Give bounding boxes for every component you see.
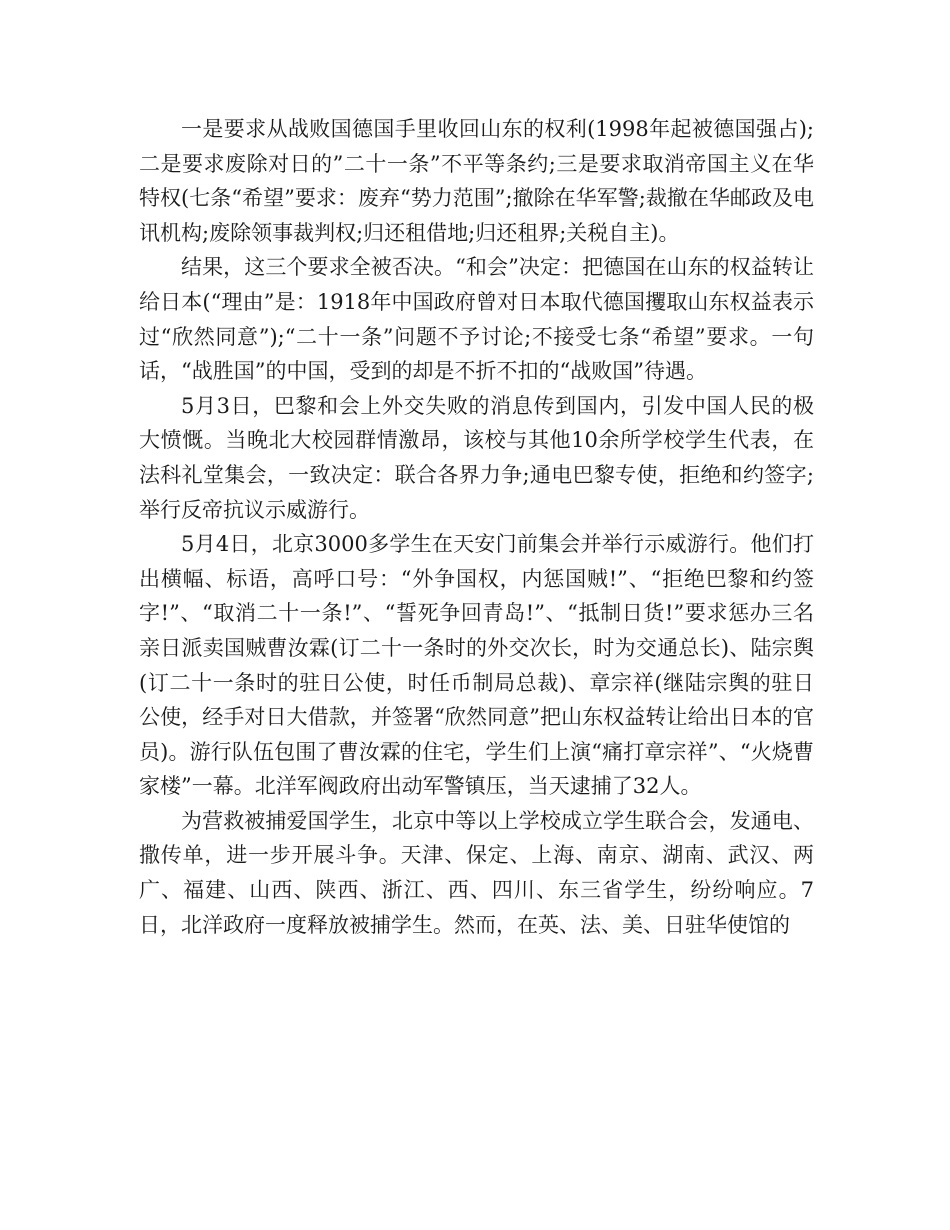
paragraph-demands: 一是要求从战败国德国手里收回山东的权利(1998年起被德国强占);二是要求废除对日的”二十一条”不平等条约;三是要求取消帝国主义在华特权(七条“希望”要求：废弃“势力范围”;撤除在华军警;裁撤在华邮政及电讯机构;废除领事裁判权;归还租借地;归还租界;关税自主)。 (139, 117, 814, 245)
document-body (139, 112, 814, 942)
paragraph-may-3: 5月3日，巴黎和会上外交失败的消息传到国内，引发中国人民的极大愤慨。当晚北大校园群情激昂，该校与其他10余所学校学生代表，在法科礼堂集会，一致决定：联合各界力争;通电巴黎专使，拒绝和约签字;举行反帝抗议示威游行。 (139, 393, 814, 522)
paragraph-result: 结果，这三个要求全被否决。“和会”决定：把德国在山东的权益转让给日本(“理由”是：1918年中国政府曾对日本取代德国攫取山东权益表示过“欣然同意”);“二十一条”问题不予讨论;不接受七条“希望”要求。一句话，“战胜国”的中国，受到的却是不折不扣的“战败国”待遇。 (139, 255, 814, 384)
paragraph-may-4: 5月4日，北京3000多学生在天安门前集会并举行示威游行。他们打出横幅、标语，高呼口号：“外争国权，内惩国贼!”、“拒绝巴黎和约签字!”、“取消二十一条!”、“誓死争回青岛!”、“抵制日货!”要求惩办三名亲日派卖国贼曹汝霖(订二十一条时的外交次长，时为交通总长)、陆宗舆(订二十一条时的驻日公使，时任币制局总裁)、章宗祥(继陆宗舆的驻日公使，经手对日大借款，并签署“欣然同意”把山东权益转让给出日本的官员)。游行队伍包围了曹汝霖的住宅，学生们上演“痛打章宗祥”、“火烧曹家楼”一幕。北洋军阀政府出动军警镇压，当天逮捕了32人。 (139, 532, 814, 799)
paragraph-rescue: 为营救被捕爱国学生，北京中等以上学校成立学生联合会，发通电、撒传单，进一步开展斗争。天津、保定、上海、南京、湖南、武汉、两广、福建、山西、陕西、浙江、西、四川、东三省学生，纷纷响应。7日，北洋政府一度释放被捕学生。然而，在英、法、美、日驻华使馆的 (139, 808, 814, 937)
